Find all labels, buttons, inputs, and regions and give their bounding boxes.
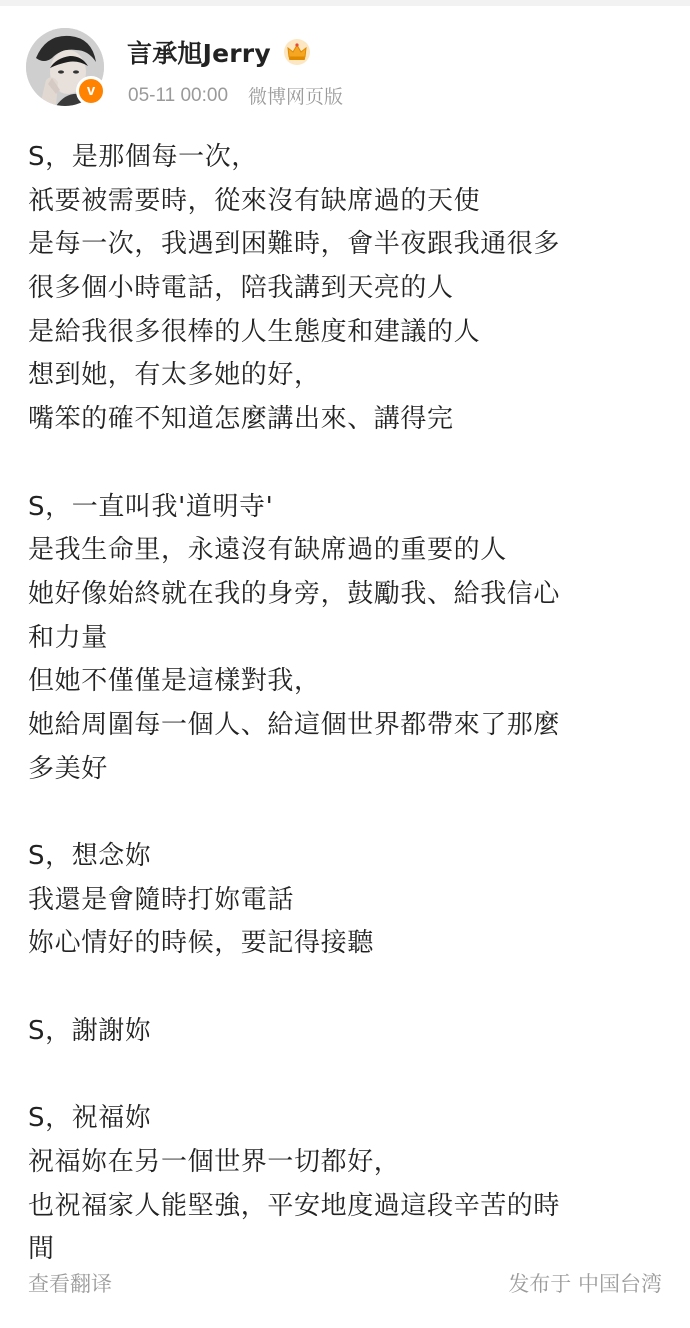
view-translation-link[interactable]: 查看翻译 <box>28 1272 112 1296</box>
post-text-line: S，是那個每一次， <box>28 142 258 172</box>
post-text-line: 很多個小時電話，陪我講到天亮的人 <box>28 273 454 304</box>
name-row <box>127 32 311 72</box>
post-text-line: S，祝福妳 <box>28 1103 152 1134</box>
post-text-line: 也祝福家人能堅強，平安地度過這段辛苦的時 <box>28 1190 561 1221</box>
post-text-line: 多美好 <box>28 753 108 784</box>
post-text-line: 是給我很多很棒的人生態度和建議的人 <box>28 316 481 347</box>
paragraph-break <box>28 966 668 1010</box>
post-text-line: 但她不僅僅是這樣對我， <box>28 666 321 697</box>
paragraph-break <box>28 442 668 486</box>
post-timestamp: 05-11 00:00 <box>128 84 229 106</box>
post-text-line: 妳心情好的時候，要記得接聽 <box>28 928 374 959</box>
post-text-line: 她好像始終就在我的身旁，鼓勵我、給我信心 <box>28 578 561 609</box>
crown-icon[interactable] <box>283 38 311 66</box>
verified-badge-icon: v <box>76 76 106 106</box>
post-text-line: 祇要被需要時，從來沒有缺席過的天使 <box>28 185 481 216</box>
post-location: 发布于 中国台湾 <box>508 1272 662 1296</box>
post-body <box>28 136 668 1272</box>
post-text-line: 我還是會隨時打妳電話 <box>28 884 295 915</box>
post-text-line: 是我生命里，永遠沒有缺席過的重要的人 <box>28 535 507 566</box>
paragraph-break <box>28 791 668 835</box>
paragraph-break <box>28 1053 668 1097</box>
post-footer <box>28 1268 662 1298</box>
user-name[interactable]: 言承旭Jerry <box>127 39 271 68</box>
post-text-line: 間 <box>28 1234 55 1265</box>
post-header <box>26 28 666 112</box>
post-text-line: 祝福妳在另一個世界一切都好， <box>28 1146 401 1177</box>
weibo-post-card <box>0 6 690 1328</box>
post-source: 微博网页版 <box>248 86 344 108</box>
post-text-line: 是每一次，我遇到困難時，會半夜跟我通很多 <box>28 229 561 260</box>
post-text-line: 和力量 <box>28 622 108 653</box>
post-text-line: 她給周圍每一個人、給這個世界都帶來了那麼 <box>28 709 561 740</box>
avatar[interactable] <box>26 28 104 106</box>
post-text-line: S，想念妳 <box>28 841 152 871</box>
post-text-line: 嘴笨的確不知道怎麼講出來、講得完 <box>28 404 454 435</box>
post-text-line: 想到她，有太多她的好， <box>28 360 321 391</box>
post-text-line: S，謝謝妳 <box>28 1015 152 1046</box>
post-meta <box>128 82 343 109</box>
post-text-line: S，一直叫我'道明寺' <box>28 491 274 522</box>
